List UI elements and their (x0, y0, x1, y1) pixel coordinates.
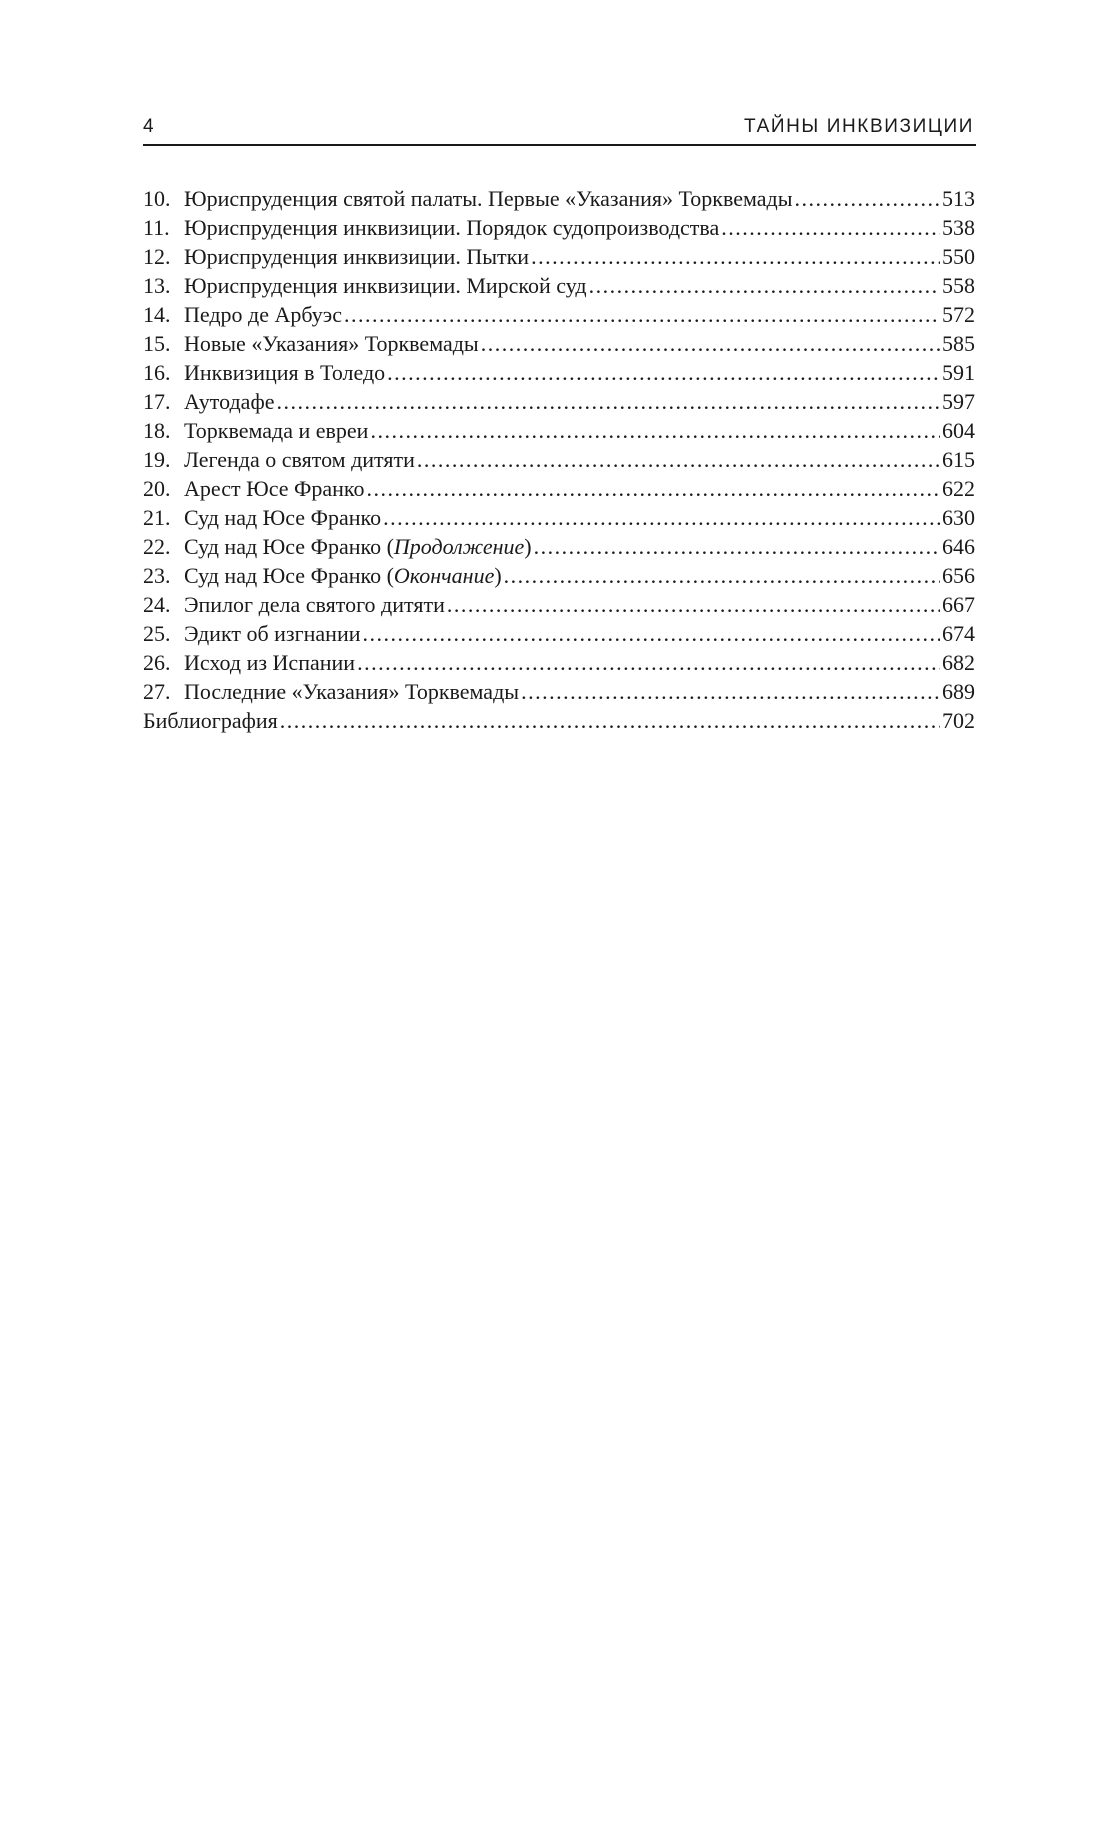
toc-entry-page: 513 (942, 186, 975, 211)
toc-entry-page: 630 (942, 505, 975, 530)
dot-leader (366, 474, 940, 503)
toc-entry-title: Аутодафе (184, 389, 275, 414)
toc-entry-title: Суд над Юсе Франко (Окончание) (184, 563, 502, 588)
toc-entry-number: 21. (143, 505, 171, 530)
toc-entry-number: 12. (143, 244, 171, 269)
toc-entry-number: 19. (143, 447, 171, 472)
toc-entry-number: 20. (143, 476, 171, 501)
toc-entry-number: 24. (143, 592, 171, 617)
toc-entry-page: 538 (942, 215, 975, 240)
dot-leader (589, 271, 940, 300)
page-number: 4 (143, 116, 154, 137)
toc-entry-number: 14. (143, 302, 171, 327)
toc-entry (143, 503, 975, 532)
dot-leader (357, 648, 940, 677)
dot-leader (387, 358, 940, 387)
toc-entry-title: Инквизиция в Толедо (184, 360, 386, 385)
toc-entry-title: Арест Юсе Франко (184, 476, 365, 501)
toc-entry-page: 550 (942, 244, 975, 269)
dot-leader (521, 677, 940, 706)
toc-entry-page: 682 (942, 650, 975, 675)
toc-entry-number: 23. (143, 563, 171, 588)
toc-entry-title: Эпилог дела святого дитяти (184, 592, 445, 617)
dot-leader (344, 300, 940, 329)
toc-entry-title: Эдикт об изгнании (184, 621, 361, 646)
toc-entry (143, 387, 975, 416)
toc-entry-title: Легенда о святом дитяти (184, 447, 415, 472)
toc-entry-title: Библиография (143, 708, 278, 733)
toc-entry-title: Педро де Арбуэс (184, 302, 342, 327)
toc-entry (143, 619, 975, 648)
toc-entry-number: 25. (143, 621, 171, 646)
toc-entry-title: Юриспруденция инквизиции. Пытки (184, 244, 530, 269)
toc-entry-page: 572 (942, 302, 975, 327)
dot-leader (721, 213, 940, 242)
toc-entry-title: Новые «Указания» Торквемады (184, 331, 479, 356)
running-header (143, 116, 976, 146)
toc-entry (143, 242, 975, 271)
toc-entry-title: Торквемада и евреи (184, 418, 369, 443)
dot-leader (417, 445, 940, 474)
dot-leader (504, 561, 940, 590)
dot-leader (370, 416, 940, 445)
table-of-contents (143, 184, 975, 735)
toc-entry-page: 591 (942, 360, 975, 385)
toc-entry-number: 26. (143, 650, 171, 675)
toc-entry-page: 667 (942, 592, 975, 617)
toc-entry-title: Исход из Испании (184, 650, 356, 675)
toc-entry (143, 474, 975, 503)
toc-entry (143, 677, 975, 706)
dot-leader (276, 387, 940, 416)
toc-entry (143, 271, 975, 300)
toc-entry-number: 27. (143, 679, 171, 704)
toc-entry-number: 15. (143, 331, 171, 356)
dot-leader (280, 706, 940, 735)
toc-entry-title: Юриспруденция инквизиции. Порядок судопроизводства (184, 215, 720, 240)
toc-entry-page: 656 (942, 563, 975, 588)
toc-entry-number: 17. (143, 389, 171, 414)
dot-leader (363, 619, 941, 648)
toc-entry (143, 590, 975, 619)
dot-leader (447, 590, 940, 619)
toc-entry-page: 597 (942, 389, 975, 414)
toc-entry-page: 689 (942, 679, 975, 704)
toc-entry-page: 702 (942, 708, 975, 733)
toc-entry (143, 300, 975, 329)
dot-leader (534, 532, 940, 561)
toc-entry (143, 329, 975, 358)
toc-entry (143, 416, 975, 445)
toc-entry (143, 184, 975, 213)
toc-entry-number: 10. (143, 186, 171, 211)
toc-entry (143, 648, 975, 677)
toc-entry-page: 615 (942, 447, 975, 472)
dot-leader (531, 242, 940, 271)
toc-entry-number: 11. (143, 215, 170, 240)
dot-leader (481, 329, 940, 358)
toc-entry-page: 646 (942, 534, 975, 559)
dot-leader (795, 184, 940, 213)
toc-entry-page: 558 (942, 273, 975, 298)
toc-entry-page: 604 (942, 418, 975, 443)
toc-entry-bibliography (143, 706, 975, 735)
toc-entry-title: Юриспруденция святой палаты. Первые «Указания» Торквемады (184, 186, 793, 211)
toc-entry (143, 532, 975, 561)
dot-leader (383, 503, 940, 532)
toc-entry (143, 213, 975, 242)
running-title: ТАЙНЫ ИНКВИЗИЦИИ (744, 116, 974, 137)
toc-entry-number: 22. (143, 534, 171, 559)
toc-entry-title: Суд над Юсе Франко (184, 505, 382, 530)
toc-entry-number: 16. (143, 360, 171, 385)
toc-entry-title: Суд над Юсе Франко (Продолжение) (184, 534, 532, 559)
toc-entry (143, 358, 975, 387)
toc-entry-page: 674 (942, 621, 975, 646)
toc-entry-page: 622 (942, 476, 975, 501)
toc-entry-title: Последние «Указания» Торквемады (184, 679, 520, 704)
toc-entry (143, 561, 975, 590)
toc-entry-page: 585 (942, 331, 975, 356)
toc-entry (143, 445, 975, 474)
toc-entry-number: 13. (143, 273, 171, 298)
toc-entry-title: Юриспруденция инквизиции. Мирской суд (184, 273, 587, 298)
toc-entry-number: 18. (143, 418, 171, 443)
